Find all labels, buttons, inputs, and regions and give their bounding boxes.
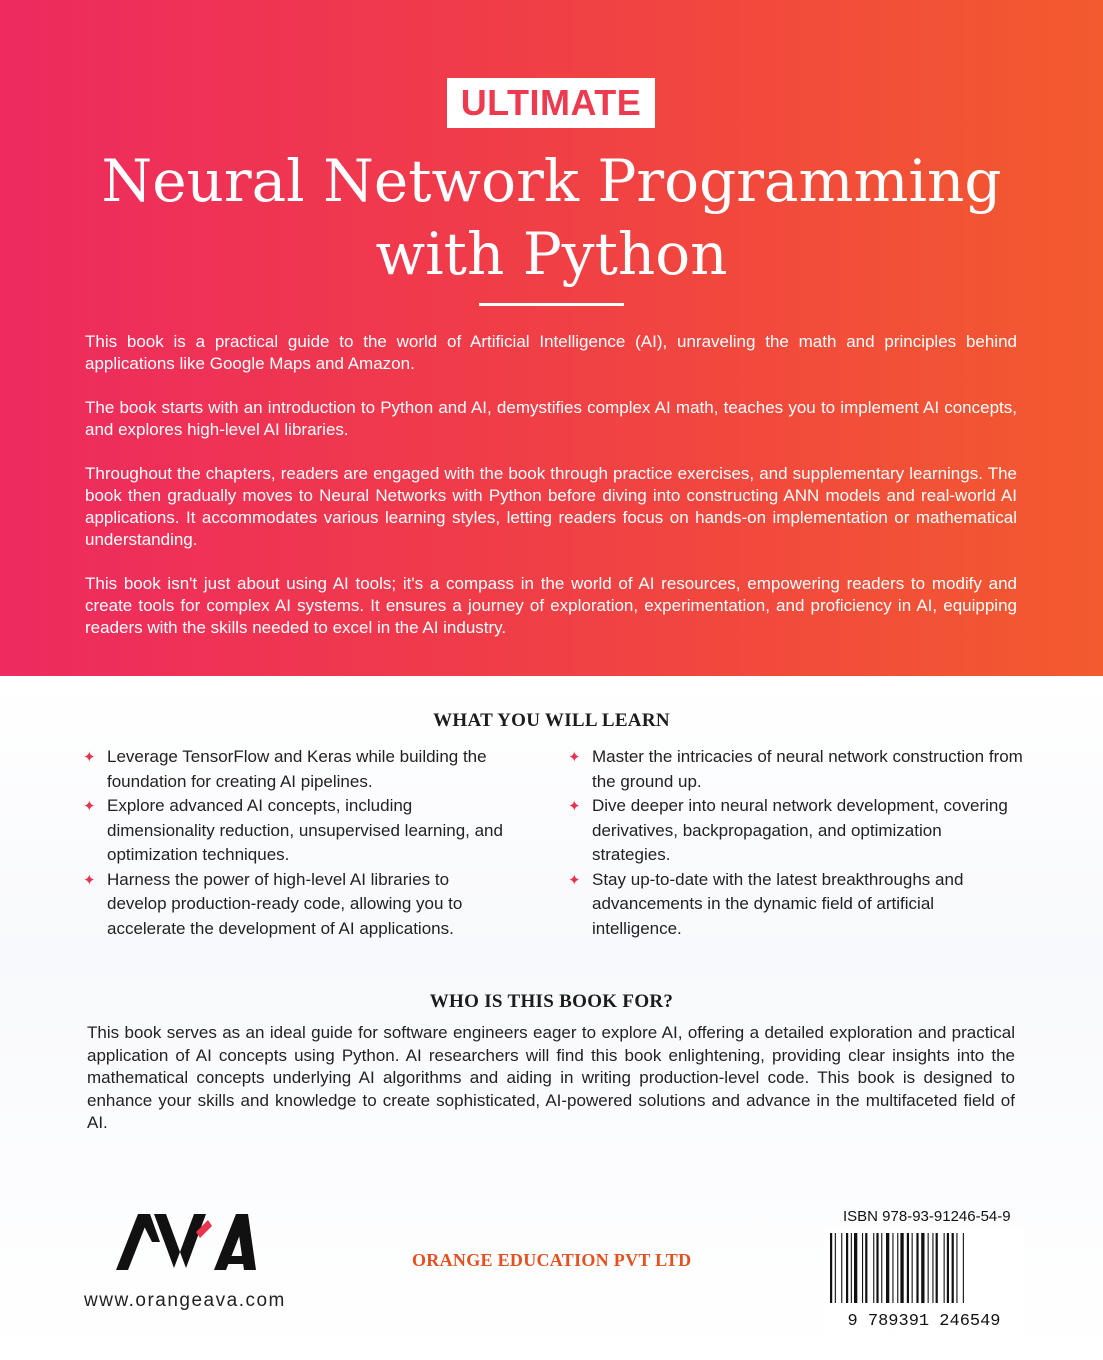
series-badge-label: ULTIMATE: [460, 82, 642, 123]
learn-item: [83, 794, 503, 868]
audience-heading: WHO IS THIS BOOK FOR?: [429, 991, 674, 1012]
barcode-bar: [936, 1233, 938, 1303]
star-bullet-icon: ✦: [83, 798, 96, 815]
learn-item: [568, 794, 1023, 868]
barcode-digits: 9 789391 246549: [847, 1312, 1001, 1329]
learn-item-text: Master the intricacies of neural network construction from the ground up.: [592, 747, 1023, 791]
learn-item-text: Stay up-to-date with the latest breakthroughs and advancements in the dynamic field of artificial intelligence.: [592, 869, 964, 938]
publisher-website[interactable]: www.orangeava.com: [84, 1290, 286, 1311]
audience-text: This book serves as an ideal guide for software engineers eager to explore AI, offering a detailed exploration and practical application of AI concepts using Python. AI researchers will find this book enlightening, providing clear insights into the mathematical concepts underlying AI algorithms and aiding in writing production-level code. This book is designed to enhance your skills and knowledge to create sophisticated, AI-powered solutions and advance in the multifaceted field of AI.: [87, 1023, 1015, 1132]
series-badge: [447, 78, 655, 128]
barcode-bar: [928, 1233, 929, 1303]
learn-item: [568, 868, 1023, 942]
barcode-bar: [907, 1233, 909, 1303]
barcode-bar: [854, 1233, 857, 1303]
learn-item-text: Explore advanced AI concepts, including dimensionality reduction, unsupervised learning, and optimization techniques.: [107, 796, 503, 864]
barcode-bar: [851, 1233, 852, 1303]
learn-item: [83, 868, 503, 942]
barcode-bar: [944, 1233, 945, 1303]
barcode-bar: [881, 1233, 882, 1303]
learn-list-left: [83, 745, 503, 941]
star-bullet-icon: ✦: [568, 871, 581, 889]
description-paragraph: This book isn't just about using AI tools; it's a compass in the world of AI resources, empowering readers to modify and create tools for complex AI systems. It ensures a journey of exploration, experimentation, and proficiency in AI, equipping readers with the skills needed to excel in the AI industry.: [85, 574, 1017, 637]
barcode-bar: [886, 1233, 889, 1303]
description-paragraph: The book starts with an introduction to Python and AI, demystifies complex AI math, teaches you to implement AI concepts, and explores high-level AI libraries.: [85, 398, 1017, 439]
learn-item: [83, 745, 503, 794]
barcode-bar: [846, 1233, 848, 1303]
barcode-bar: [947, 1233, 949, 1303]
barcode-bar: [932, 1233, 933, 1303]
barcode-bar: [956, 1233, 957, 1303]
barcode-bar: [873, 1233, 874, 1303]
title-divider: [479, 303, 624, 306]
learn-item-text: Leverage TensorFlow and Keras while building the foundation for creating AI pipelines.: [107, 747, 487, 791]
learn-item: [568, 745, 1023, 794]
isbn-barcode: [824, 1229, 1024, 1329]
barcode-bar: [830, 1233, 832, 1303]
barcode-bar: [841, 1233, 842, 1303]
barcode-bar: [912, 1233, 913, 1303]
book-title-line1: Neural Network Programming: [101, 147, 1002, 215]
learn-item-text: Harness the power of high-level AI libraries to develop production-ready code, allowing you to accelerate the development of AI applications.: [107, 869, 463, 938]
book-title-line2: with Python: [375, 220, 728, 288]
barcode-bar: [921, 1233, 924, 1303]
ava-logo: [116, 1212, 256, 1272]
barcode-bar: [892, 1233, 893, 1303]
star-bullet-icon: ✦: [568, 798, 581, 815]
barcode-bar: [897, 1233, 898, 1303]
barcode-bar: [865, 1233, 867, 1303]
publisher-name: ORANGE EDUCATION PVT LTD: [412, 1250, 692, 1270]
learn-list-right: [568, 745, 1023, 941]
isbn-label: ISBN 978-93-91246-54-9: [843, 1208, 1011, 1225]
learn-item-text: Dive deeper into neural network development, covering derivatives, backpropagation, and optimization strategies.: [592, 796, 1008, 864]
description-paragraph: Throughout the chapters, readers are engaged with the book through practice exercises, and supplementary learnings. The book then gradually moves to Neural Networks with Python before diving into constructing ANN models and real-world AI applications. It accommodates various learning styles, letting readers focus on hands-on implementation or mathematical understanding.: [85, 464, 1017, 549]
star-bullet-icon: ✦: [83, 871, 96, 889]
description-paragraph: This book is a practical guide to the world of Artificial Intelligence (AI), unraveling the math and principles behind applications like Google Maps and Amazon.: [85, 332, 1017, 373]
barcode-bar: [900, 1233, 903, 1303]
star-bullet-icon: ✦: [568, 749, 581, 766]
barcode-bar: [862, 1233, 863, 1303]
barcode-bar: [916, 1233, 918, 1303]
star-bullet-icon: ✦: [83, 749, 96, 766]
barcode-bar: [952, 1233, 954, 1303]
barcode-bar: [963, 1233, 964, 1303]
barcode-bar: [876, 1233, 878, 1303]
learn-heading: WHAT YOU WILL LEARN: [433, 710, 670, 731]
barcode-bar: [835, 1233, 836, 1303]
